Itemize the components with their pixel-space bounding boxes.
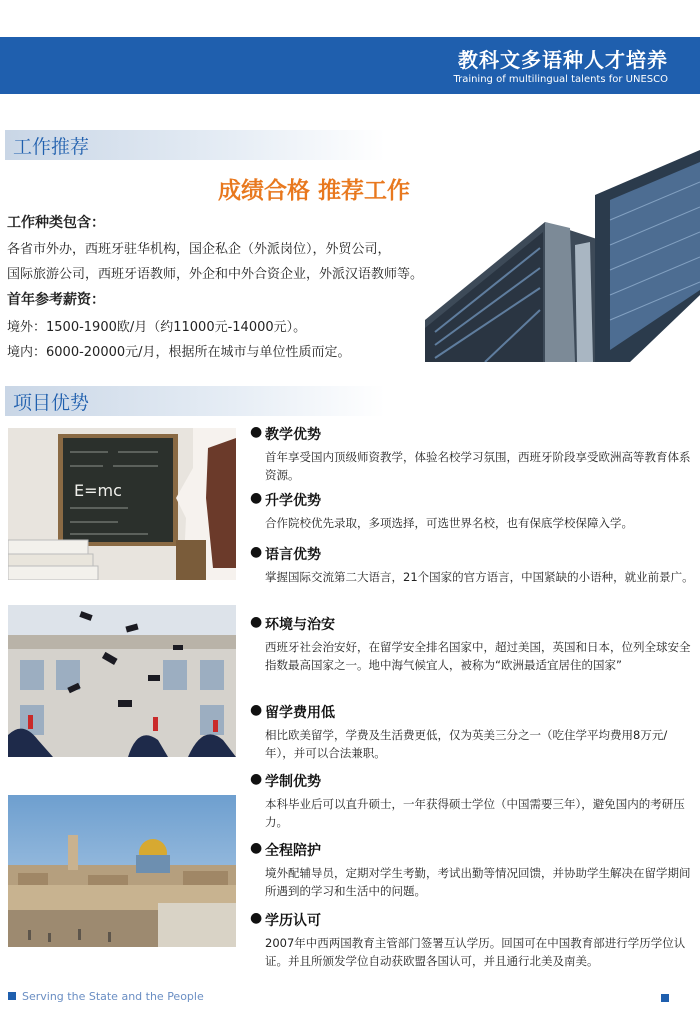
advantage-desc: 2007年中西两国教育主管部门签署互认学历。回国可在中国教育部进行学历学位认证。并且所颁发学位自动获欧盟各国认可，并且通行北美及南美。 xyxy=(265,936,686,968)
salary-heading: 首年参考薪资： xyxy=(7,292,105,308)
page-subtitle: Training of multilingual talents for UNESCO xyxy=(453,74,668,85)
advantage-item xyxy=(250,771,695,831)
section-heading-jobs xyxy=(5,130,385,160)
advantage-item xyxy=(250,614,695,674)
bullet-icon: ● xyxy=(250,910,263,926)
advantage-title: ● 语言优势 xyxy=(250,544,321,563)
old-city-photo xyxy=(8,795,236,947)
advantage-title: ● 全程陪护 xyxy=(250,840,321,859)
slogan: 成绩合格 推荐工作 xyxy=(218,178,411,204)
job-types-line-2: 国际旅游公司，西班牙语教师，外企和中外合资企业，外派汉语教师等。 xyxy=(7,267,424,282)
graduation-photo xyxy=(8,605,236,757)
board-formula: E=mc xyxy=(74,481,122,500)
advantage-desc: 相比欧美留学，学费及生活费更低，仅为英美三分之一（吃住学平均费用8万元/年），并可以合法兼职。 xyxy=(265,728,668,760)
advantage-desc: 境外配辅导员，定期对学生考勤，考试出勤等情况回馈，并协助学生解决在留学期间所遇到的学习和生活中的问题。 xyxy=(265,866,691,898)
job-types-line-1: 各省市外办，西班牙驻华机构，国企私企（外派岗位），外贸公司， xyxy=(7,242,391,257)
advantage-title: ● 升学优势 xyxy=(250,490,321,509)
advantage-item xyxy=(250,840,695,900)
advantage-title: ● 环境与治安 xyxy=(250,614,335,633)
salary-domestic: 境内：6000-20000元/月，根据所在城市与单位性质而定。 xyxy=(7,345,351,360)
bullet-icon: ● xyxy=(250,771,263,787)
section-title-jobs: 工作推荐 xyxy=(13,136,90,158)
advantage-desc: 合作院校优先录取，多项选择，可选世界名校，也有保底学校保障入学。 xyxy=(265,516,633,530)
advantage-desc: 本科毕业后可以直升硕士，一年获得硕士学位（中国需要三年），避免国内的考研压力。 xyxy=(265,797,685,829)
advantage-title: ● 教学优势 xyxy=(250,424,321,443)
advantage-desc: 西班牙社会治安好，在留学安全排名国家中，超过美国，英国和日本，位列全球安全指数最高国家之一。地中海气候宜人，被称为“欧洲最适宜居住的国家” xyxy=(265,640,691,672)
advantage-item xyxy=(250,424,695,484)
header-banner xyxy=(0,37,700,94)
advantage-desc: 首年享受国内顶级师资教学，体验名校学习氛围，西班牙阶段享受欧洲高等教育体系资源。 xyxy=(265,450,691,482)
advantage-item xyxy=(250,490,695,532)
advantage-title: ● 学制优势 xyxy=(250,771,321,790)
bullet-icon: ● xyxy=(250,614,263,630)
blackboard-photo xyxy=(8,428,236,580)
advantage-item xyxy=(250,544,695,586)
bullet-icon: ● xyxy=(250,702,263,718)
bullet-icon: ● xyxy=(250,424,263,440)
advantage-title: ● 留学费用低 xyxy=(250,702,335,721)
bullet-icon: ● xyxy=(250,490,263,506)
footer-square-icon xyxy=(8,992,16,1000)
salary-abroad: 境外：1500-1900欧/月（约11000元-14000元）。 xyxy=(7,320,307,335)
advantage-desc: 掌握国际交流第二大语言，21个国家的官方语言，中国紧缺的小语种，就业前景广。 xyxy=(265,570,694,584)
job-types-heading: 工作种类包含： xyxy=(7,215,105,231)
page-title: 教科文多语种人才培养 xyxy=(458,48,668,72)
footer-slogan: Serving the State and the People xyxy=(22,990,204,1003)
bullet-icon: ● xyxy=(250,840,263,856)
bullet-icon: ● xyxy=(250,544,263,560)
skyscraper-photo xyxy=(425,150,700,362)
advantage-item xyxy=(250,702,695,762)
advantage-item xyxy=(250,910,695,970)
section-title-advantages: 项目优势 xyxy=(13,392,90,414)
footer-square-icon xyxy=(661,994,669,1002)
advantage-title: ● 学历认可 xyxy=(250,910,321,929)
section-heading-advantages xyxy=(5,386,385,416)
